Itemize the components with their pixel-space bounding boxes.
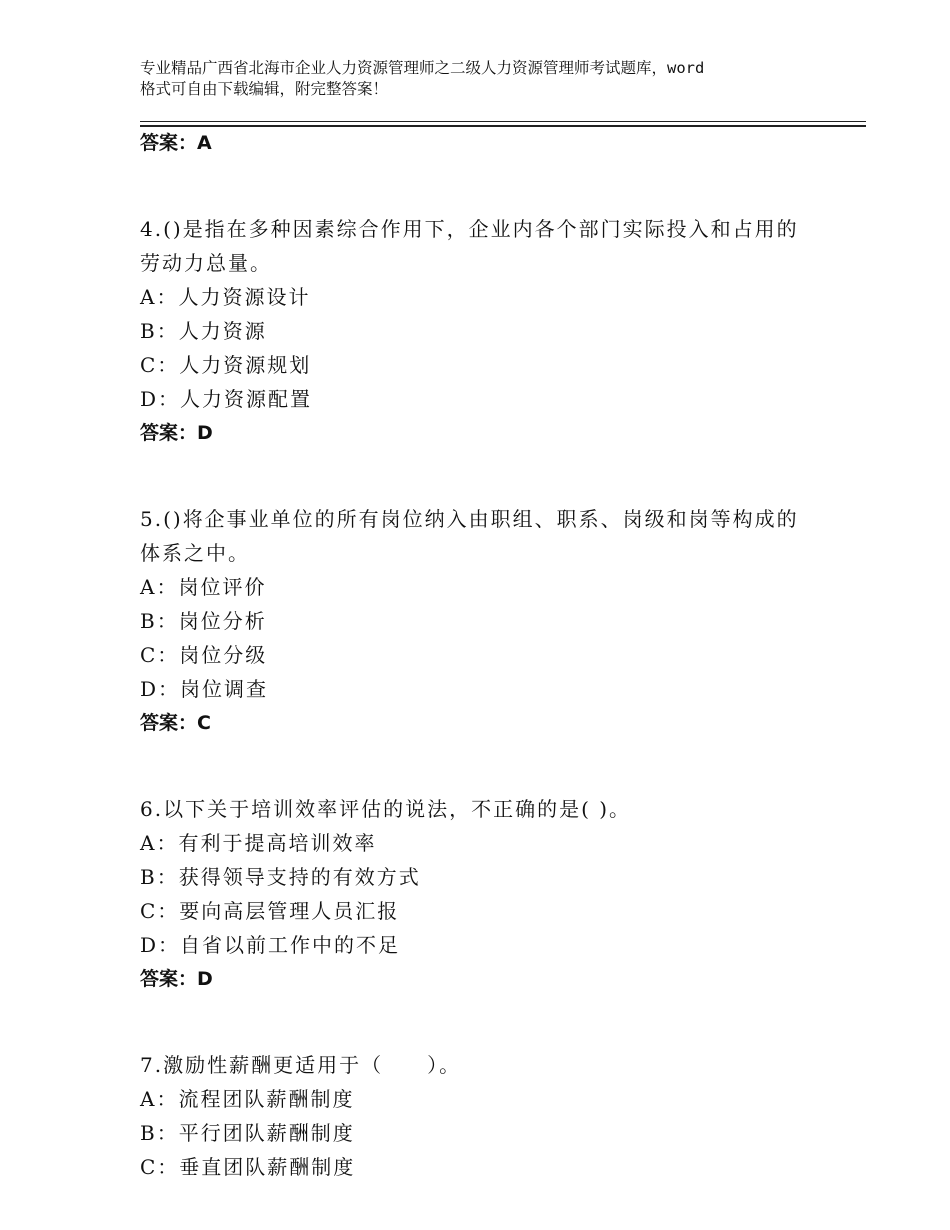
question-4-option-b: B：人力资源 [140, 319, 267, 343]
question-6 [140, 792, 840, 996]
question-4 [140, 212, 840, 450]
question-5-option-d: D：岗位调查 [140, 677, 269, 701]
answer-q5: 答案：C [140, 712, 211, 734]
answer-q6: 答案：D [140, 968, 213, 990]
question-5-stem-line-2: 体系之中。 [140, 541, 250, 565]
page-header [140, 58, 840, 100]
answer-q4: 答案：D [140, 422, 213, 444]
question-5-option-b: B：岗位分析 [140, 609, 267, 633]
question-5 [140, 502, 840, 740]
question-4-option-c: C：人力资源规划 [140, 353, 312, 377]
question-5-option-c: C：岗位分级 [140, 643, 268, 667]
question-7-option-a: A：流程团队薪酬制度 [140, 1087, 355, 1111]
question-6-option-a: A：有利于提高培训效率 [140, 831, 377, 855]
question-6-option-c: C：要向高层管理人员汇报 [140, 899, 400, 923]
question-6-stem-line-1: 6.以下关于培训效率评估的说法，不正确的是( )。 [140, 797, 632, 821]
question-4-stem-line-1: 4.()是指在多种因素综合作用下，企业内各个部门实际投入和占用的 [140, 217, 799, 241]
header-title-line-2: 格式可自由下载编辑，附完整答案！ [140, 80, 389, 98]
question-7-option-c: C：垂直团队薪酬制度 [140, 1155, 356, 1179]
question-4-option-d: D：人力资源配置 [140, 387, 313, 411]
question-4-option-a: A：人力资源设计 [140, 285, 311, 309]
question-list [140, 126, 840, 1184]
question-7 [140, 1048, 840, 1184]
question-6-option-b: B：获得领导支持的有效方式 [140, 865, 421, 889]
answer-q3: 答案：A [140, 132, 212, 154]
question-4-stem-line-2: 劳动力总量。 [140, 251, 272, 275]
header-title-line-1: 专业精品广西省北海市企业人力资源管理师之二级人力资源管理师考试题库，word [140, 59, 705, 77]
question-5-stem-line-1: 5.()将企事业单位的所有岗位纳入由职组、职系、岗级和岗等构成的 [140, 507, 799, 531]
question-6-option-d: D：自省以前工作中的不足 [140, 933, 401, 957]
question-7-stem-line-1: 7.激励性薪酬更适用于（ ）。 [140, 1053, 462, 1077]
question-7-option-b: B：平行团队薪酬制度 [140, 1121, 355, 1145]
question-5-option-a: A：岗位评价 [140, 575, 267, 599]
